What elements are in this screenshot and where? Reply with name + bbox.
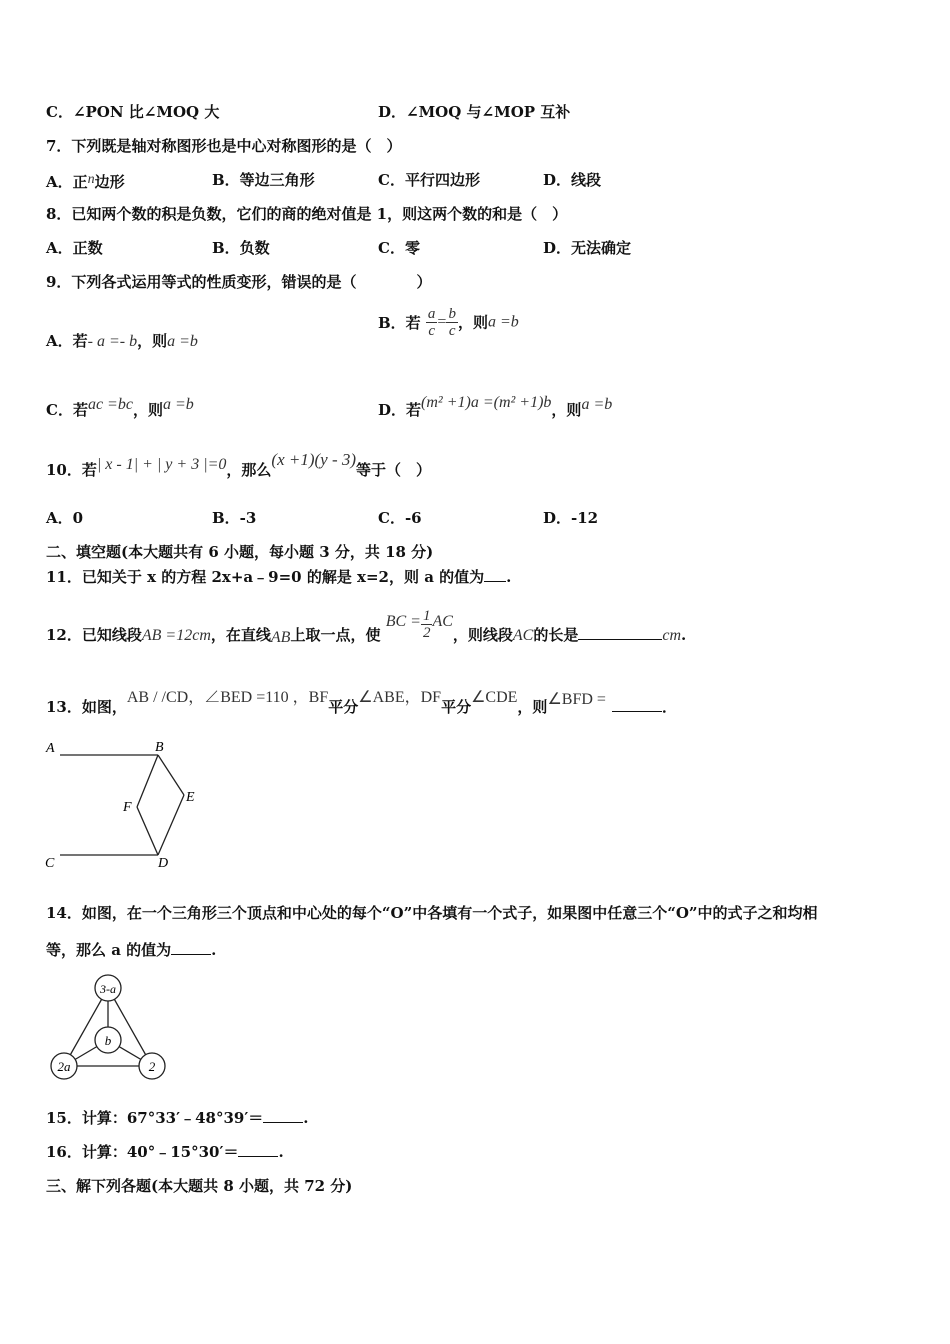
q6-option-d: D．∠MOQ 与∠MOP 互补	[378, 103, 571, 121]
segment-bf	[137, 755, 158, 807]
circle-top-label: 3-a	[100, 982, 116, 996]
q14-triangle-figure	[44, 972, 174, 1086]
q9-option-a: A．若- a =- b，则a =b	[46, 332, 198, 350]
segment-be	[158, 755, 184, 795]
q6-option-c: C．∠PON 比∠MOQ 大	[46, 103, 220, 121]
q11-text: 11．已知关于 x 的方程 2x+a﹣9=0 的解是 x=2，则 a 的值为 .	[46, 568, 512, 586]
q9-option-c: C．若ac =bc，则a =b	[46, 396, 194, 419]
q13-parallel-lines-figure	[40, 735, 210, 875]
q15-text: 15．计算：67°33′﹣48°39′＝ .	[46, 1109, 309, 1127]
q8-option-d: D．无法确定	[543, 239, 632, 257]
q7-option-a: A．正n边形	[46, 172, 125, 191]
section-2-heading: 二、填空题(本大题共有 6 小题，每小题 3 分，共 18 分)	[46, 543, 434, 561]
q8-stem: 8．已知两个数的积是负数，它们的商的绝对值是 1，则这两个数的和是（ ）	[46, 205, 568, 223]
circle-center-label: b	[104, 1033, 112, 1048]
label-d: D	[158, 856, 169, 871]
q9-fraction-b-over-c: $\frac{b}{c}$	[448, 306, 456, 339]
q10-stem: 10．若| x - 1| + | y + 3 |=0，那么(x +1)(y - 3)等于（ ）	[46, 450, 432, 479]
label-c: C	[45, 856, 55, 871]
q8-option-c: C．零	[378, 239, 420, 257]
q13-answer-blank[interactable]	[612, 697, 662, 712]
q10-option-c: C．-6	[378, 509, 422, 527]
q8-option-a: A．正数	[46, 239, 103, 257]
q11-answer-blank[interactable]	[484, 567, 506, 582]
label-e: E	[186, 790, 195, 805]
segment-fd	[137, 807, 158, 855]
circle-left-label: 2a	[57, 1059, 71, 1074]
q14-text-line1: 14．如图，在一个三角形三个顶点和中心处的每个“O”中各填有一个式子，如果图中任意三个“O”中的式子之和均相	[46, 904, 818, 922]
label-a: A	[46, 741, 55, 756]
q7-option-c: C．平行四边形	[378, 171, 480, 189]
q13-text: 13．如图，AB / /CD，∠BED =110 ，BF平分∠ABE，DF平分∠CDE，则∠BFD = ．	[46, 689, 677, 716]
q16-text: 16．计算：40°﹣15°30′＝ .	[46, 1143, 284, 1161]
q12-fraction-half: $\frac{1}{2}$	[422, 607, 431, 641]
segment-ed	[158, 795, 184, 855]
q7-option-b: B．等边三角形	[212, 171, 315, 189]
q14-answer-blank[interactable]	[171, 940, 211, 955]
q7-option-d: D．线段	[543, 171, 602, 189]
circle-right-label: 2	[148, 1059, 156, 1074]
q12-answer-blank[interactable]	[578, 625, 662, 640]
q10-option-b: B．-3	[212, 509, 257, 527]
q10-option-a: A．0	[46, 509, 84, 527]
label-b: B	[155, 740, 164, 755]
q7-stem: 7．下列既是轴对称图形也是中心对称图形的是（ ）	[46, 137, 402, 155]
q10-option-d: D．-12	[543, 509, 599, 527]
q9-option-d: D．若(m² +1)a =(m² +1)b，则a =b	[378, 394, 613, 419]
q14-text-line2: 等，那么 a 的值为 .	[46, 941, 217, 959]
q16-answer-blank[interactable]	[238, 1142, 278, 1157]
q9-option-b: B．若 $\frac{a}{c}$ = $\frac{b}{c}$ ，则a =b	[378, 306, 519, 339]
q12-text: 12．已知线段AB =12cm，在直线AB上取一点，使 BC = $\frac{1}{2}$ AC，则线段AC的长是 cm.	[46, 607, 687, 646]
label-f: F	[123, 800, 132, 815]
q9-fraction-a-over-c: $\frac{a}{c}$	[427, 306, 436, 339]
q15-answer-blank[interactable]	[263, 1108, 303, 1123]
q8-option-b: B．负数	[212, 239, 270, 257]
section-3-heading: 三、解下列各题(本大题共 8 小题，共 72 分)	[46, 1177, 353, 1195]
q9-stem: 9．下列各式运用等式的性质变形，错误的是（ ）	[46, 273, 432, 291]
